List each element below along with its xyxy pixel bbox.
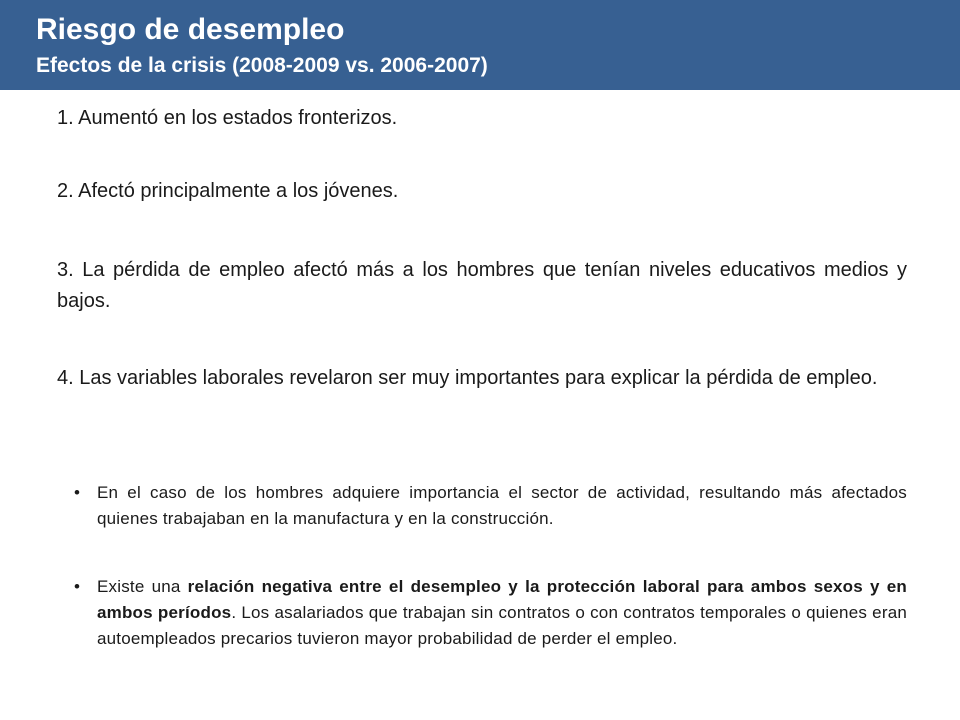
- bullet-text-2-rest: . Los asalariados que trabajan sin contratos o con contratos temporales o quienes eran autoempleados precarios tuvieron mayor probabilidad de perder el empleo.: [97, 603, 907, 648]
- bullet-text-2-emphasis: relación negativa entre el desempleo y la protección laboral para ambos sexos y en ambos períodos: [97, 577, 907, 622]
- bullet-text-1: En el caso de los hombres adquiere importancia el sector de actividad, resultando más afectados quienes trabajaban en la manufactura y en la construcción.: [97, 483, 907, 528]
- bullet-icon: •: [74, 577, 81, 596]
- bullet-item-1: [74, 480, 907, 532]
- point-3: 3. La pérdida de empleo afectó más a los hombres que tenían niveles educativos medios y bajos.: [57, 259, 907, 312]
- slide-subtitle: Efectos de la crisis (2008-2009 vs. 2006-2007): [36, 54, 488, 77]
- point-4: 4. Las variables laborales revelaron ser muy importantes para explicar la pérdida de empleo.: [57, 367, 878, 389]
- bullet-item-2: [74, 574, 907, 652]
- title-banner: [0, 0, 960, 90]
- point-2: 2. Afectó principalmente a los jóvenes.: [57, 180, 399, 202]
- bullet-text-2-intro: Existe una: [97, 577, 188, 596]
- point-1: 1. Aumentó en los estados fronterizos.: [57, 107, 398, 129]
- bullet-icon: •: [74, 483, 81, 502]
- slide-title: Riesgo de desempleo: [36, 13, 345, 46]
